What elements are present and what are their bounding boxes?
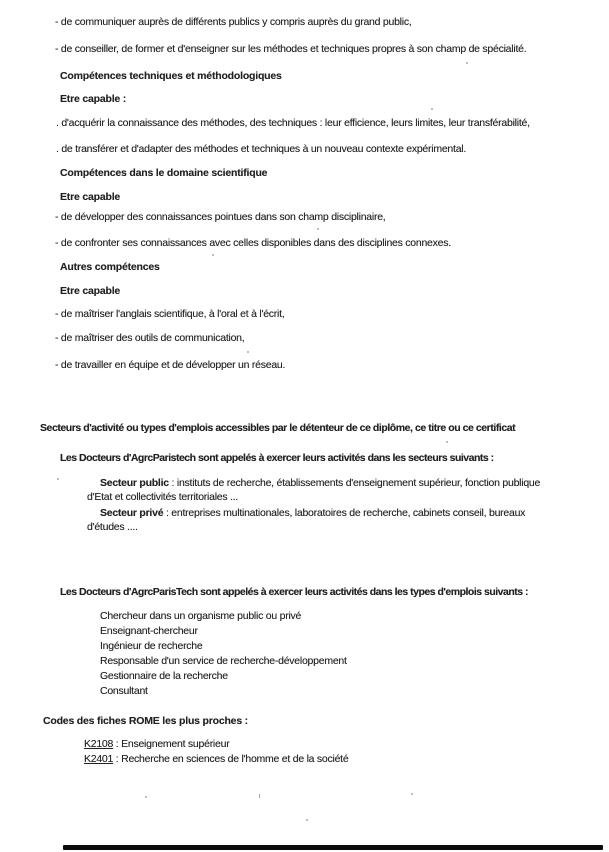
- secteur-prive-label: Secteur privé: [100, 507, 164, 519]
- rome-code: K2401: [84, 753, 114, 765]
- emploi-item: Gestionnaire de la recherche: [100, 670, 228, 682]
- secteur-prive-line2: d'études ....: [87, 521, 138, 533]
- secteur-public-line1: [100, 477, 540, 489]
- scan-speck: [259, 794, 260, 798]
- scan-speck: [247, 351, 249, 353]
- emplois-lead: Les Docteurs d'AgrcParisTech sont appelés à exercer leurs activités dans les types d'emplois suivants :: [60, 586, 529, 598]
- rome-heading: Codes des fiches ROME les plus proches :: [43, 715, 248, 727]
- secteur-public-label: Secteur public: [100, 477, 169, 489]
- secteurs-lead: Les Docteurs d'AgrcParistech sont appelés à exercer leurs activités dans les secteurs suivants :: [60, 452, 494, 464]
- secteur-public-text: : instituts de recherche, établissements d'enseignement supérieur, fonction publique: [168, 477, 541, 489]
- section-subheading: Etre capable :: [60, 93, 127, 105]
- rome-label: : Recherche en sciences de l'homme et de la société: [113, 753, 349, 765]
- section-heading: Autres compétences: [60, 261, 160, 273]
- bullet-line: . d'acquérir la connaissance des méthodes, des techniques : leur efficience, leurs limites, leur transférabilité,: [56, 117, 530, 129]
- section-subheading: Etre capable: [60, 191, 121, 203]
- emploi-item: Consultant: [100, 685, 148, 697]
- bullet-line: - de maîtriser l'anglais scientifique, à l'oral et à l'écrit,: [55, 308, 285, 320]
- scan-speck: [317, 228, 319, 230]
- emploi-item: Responsable d'un service de recherche-développement: [100, 655, 347, 667]
- section-heading: Compétences dans le domaine scientifique: [60, 167, 268, 179]
- bullet-line: - de travailler en équipe et de développer un réseau.: [55, 359, 286, 371]
- rome-item: [84, 738, 229, 750]
- scan-speck: [212, 254, 214, 256]
- scan-speck: [145, 796, 147, 798]
- scan-speck: [411, 793, 413, 795]
- bullet-line: - de confronter ses connaissances avec celles disponibles dans des disciplines connexes.: [55, 237, 451, 249]
- secteur-prive-line1: [100, 507, 525, 519]
- scan-speck: [446, 441, 448, 443]
- rome-label: : Enseignement supérieur: [113, 738, 230, 750]
- rome-item: [84, 753, 348, 765]
- bullet-line: - de conseiller, de former et d'enseigner sur les méthodes et techniques propres à son champ de spécialité.: [55, 43, 527, 55]
- rome-code: K2108: [84, 738, 114, 750]
- emploi-item: Chercheur dans un organisme public ou privé: [100, 610, 302, 622]
- scan-speck: [306, 819, 308, 821]
- scan-speck: [466, 62, 468, 64]
- bullet-line: . de transférer et d'adapter des méthodes et techniques à un nouveau contexte expérimental.: [56, 143, 467, 155]
- bullet-line: - de communiquer auprès de différents publics y compris auprès du grand public,: [55, 16, 412, 28]
- secteur-prive-text: : entreprises multinationales, laboratoires de recherche, cabinets conseil, bureaux: [163, 507, 526, 519]
- scan-speck: [431, 108, 433, 110]
- scan-artifact-bar: [63, 845, 603, 850]
- section-subheading: Etre capable: [60, 285, 121, 297]
- bullet-line: - de maîtriser des outils de communication,: [55, 332, 245, 344]
- emploi-item: Enseignant-chercheur: [100, 625, 198, 637]
- secteur-public-line2: d'Etat et collectivités territoriales ...: [87, 491, 239, 503]
- scan-speck: [57, 478, 59, 480]
- section-heading: Compétences techniques et méthodologiques: [60, 70, 282, 82]
- page-section-title: Secteurs d'activité ou types d'emplois accessibles par le détenteur de ce diplôme, ce titre ou ce certificat: [40, 422, 516, 434]
- bullet-line: - de développer des connaissances pointues dans son champ disciplinaire,: [55, 211, 386, 223]
- emploi-item: Ingénieur de recherche: [100, 640, 203, 652]
